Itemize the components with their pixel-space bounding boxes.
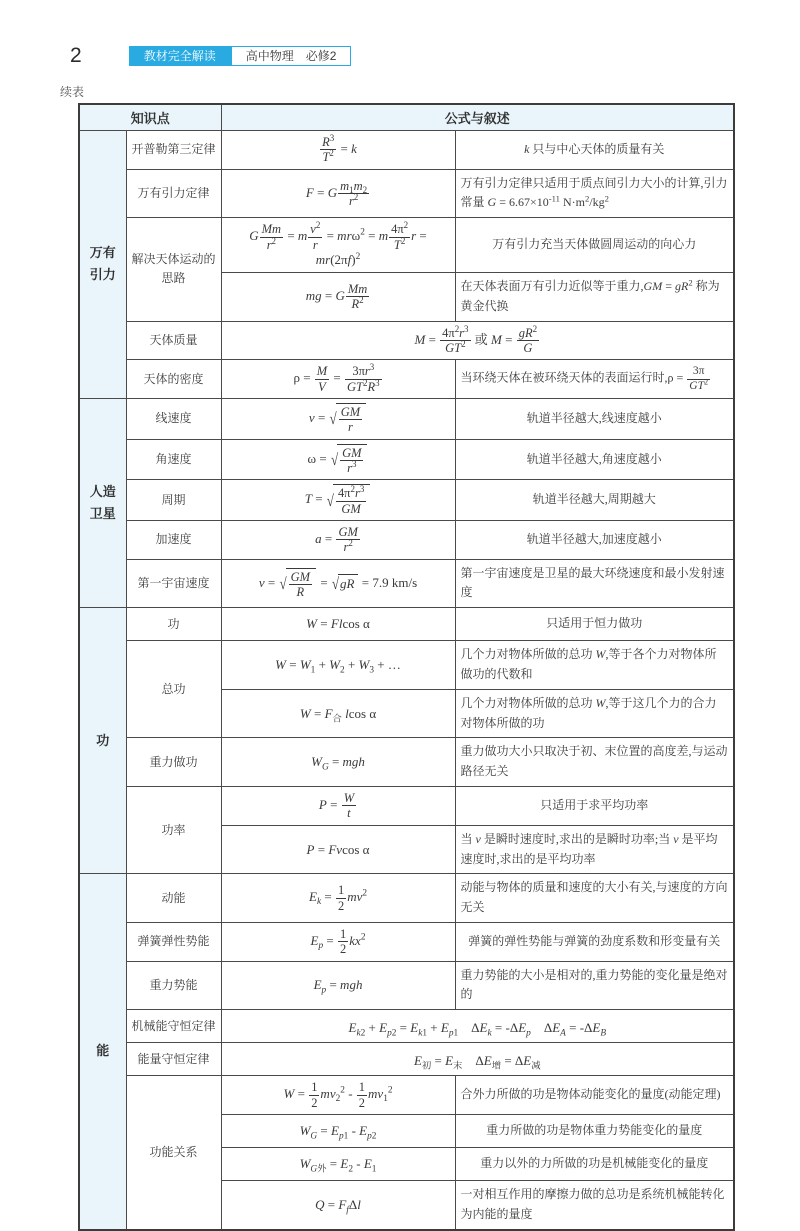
group-label-cell: 功 xyxy=(79,608,126,874)
formula-cell: $W = W_1 + W_2 + W_3$ + … xyxy=(221,641,455,690)
series-badge: 教材完全解读 xyxy=(129,46,231,66)
formula-cell: ω = √ $\frac{GM}{r^3}$ xyxy=(221,439,455,480)
topic-cell: 重力势能 xyxy=(126,961,221,1010)
topic-cell: 天体质量 xyxy=(126,321,221,360)
formula-cell: v = √ $\frac{GM}{r}$ xyxy=(221,398,455,439)
description-cell: 当环绕天体在被环绕天体的表面运行时,ρ = $\frac{3\pi}{GT^2}$ xyxy=(455,360,734,399)
table-row xyxy=(79,439,734,480)
description-cell: 动能与物体的质量和速度的大小有关,与速度的方向无关 xyxy=(455,874,734,923)
formula-cell: $Q = F_f\Delta l$ xyxy=(221,1180,455,1229)
table-row xyxy=(79,559,734,608)
description-cell: 重力势能的大小是相对的,重力势能的变化量是绝对的 xyxy=(455,961,734,1010)
description-cell: 轨道半径越大,角速度越小 xyxy=(455,439,734,480)
table-row xyxy=(79,641,734,690)
table-body xyxy=(79,131,734,1230)
table-row xyxy=(79,874,734,923)
topic-cell: 线速度 xyxy=(126,398,221,439)
topic-cell: 弹簧弹性势能 xyxy=(126,922,221,961)
formula-cell: $W_G$ = mgh xyxy=(221,738,455,787)
formula-cell: W = $\frac{1}{2}$ $mv_2^2$ - $\frac{1}{2}$ $mv_1^2$ xyxy=(221,1076,455,1115)
topic-cell: 动能 xyxy=(126,874,221,923)
table-row xyxy=(79,922,734,961)
description-cell: 几个力对物体所做的总功 W,等于这几个力的合力对物体所做的功 xyxy=(455,689,734,738)
formula-table-wrap xyxy=(78,103,735,1231)
formula-cell: $W = F_合$ lcos α xyxy=(221,689,455,738)
description-cell: 第一宇宙速度是卫星的最大环绕速度和最小发射速度 xyxy=(455,559,734,608)
column-header-formula-description: 公式与叙述 xyxy=(221,104,734,131)
formula-cell: P = $\frac{W}{t}$ xyxy=(221,787,455,826)
table-row xyxy=(79,321,734,360)
description-cell: 重力做功大小只取决于初、末位置的高度差,与运动路径无关 xyxy=(455,738,734,787)
formula-table xyxy=(78,103,735,1231)
topic-cell: 能量守恒定律 xyxy=(126,1043,221,1076)
table-header-row xyxy=(79,104,734,131)
description-cell: 合外力所做的功是物体动能变化的量度(动能定理) xyxy=(455,1076,734,1115)
topic-cell: 万有引力定律 xyxy=(126,169,221,218)
formula-cell: $E_p$ = mgh xyxy=(221,961,455,1010)
table-row xyxy=(79,398,734,439)
description-cell: 当 v 是瞬时速度时,求出的是瞬时功率;当 v 是平均速度时,求出的是平均功率 xyxy=(455,825,734,874)
page-header xyxy=(70,44,351,68)
table-row xyxy=(79,218,734,273)
formula-cell: $\frac{R^3}{T^2}$ = k xyxy=(221,131,455,170)
formula-cell: ρ = $\frac{M}{V}$ = $\frac{3\pi r^3}{GT^2R^3}$ xyxy=(221,360,455,399)
formula-cell: G $\frac{Mm}{r^2}$ = m $\frac{v^2}{r}$ = mrω$^2$ = m $\frac{4\pi^2}{T^2}$ $r = mr(2\pi f)^2$ xyxy=(221,218,455,273)
topic-cell: 天体的密度 xyxy=(126,360,221,399)
topic-cell: 功 xyxy=(126,608,221,641)
topic-cell: 机械能守恒定律 xyxy=(126,1010,221,1043)
formula-cell: $E_{k2} + E_{p2} = E_{k1} + E_{p1}$ $\Delta E_k = -\Delta E_p$ $\Delta E_A = -\Delta E_B$ xyxy=(221,1010,734,1043)
formula-cell: $E_初 = E_末$ $\Delta E_增 = \Delta E_减$ xyxy=(221,1043,734,1076)
topic-cell: 第一宇宙速度 xyxy=(126,559,221,608)
description-cell: 一对相互作用的摩擦力做的总功是系统机械能转化为内能的量度 xyxy=(455,1180,734,1229)
group-label-cell: 人造卫星 xyxy=(79,398,126,607)
formula-cell: M = $\frac{4\pi^2r^3}{GT^2}$ 或 M = $\frac{gR^2}{G}$ xyxy=(221,321,734,360)
topic-cell: 加速度 xyxy=(126,521,221,560)
description-cell: 轨道半径越大,周期越大 xyxy=(455,480,734,521)
table-row xyxy=(79,1043,734,1076)
topic-cell: 总功 xyxy=(126,641,221,738)
description-cell: 万有引力定律只适用于质点间引力大小的计算,引力常量 $G = 6.67\times 10^{-11}$ $N\cdot m^2/kg^2$ xyxy=(455,169,734,218)
table-row xyxy=(79,521,734,560)
topic-cell: 角速度 xyxy=(126,439,221,480)
description-cell: 只适用于求平均功率 xyxy=(455,787,734,826)
table-row xyxy=(79,738,734,787)
formula-cell: $E_p$ = $\frac{1}{2}$ $kx^2$ xyxy=(221,922,455,961)
description-cell: 在天体表面万有引力近似等于重力$,GM = gR^2$ 称为黄金代换 xyxy=(455,272,734,321)
topic-cell: 开普勒第三定律 xyxy=(126,131,221,170)
table-row xyxy=(79,608,734,641)
topic-cell: 功率 xyxy=(126,787,221,874)
description-cell: 弹簧的弹性势能与弹簧的劲度系数和形变量有关 xyxy=(455,922,734,961)
topic-cell: 功能关系 xyxy=(126,1076,221,1230)
formula-cell: $W_G = E_{p1} - E_{p2}$ xyxy=(221,1114,455,1147)
formula-cell: T = √ $\frac{4\pi^2r^3}{GM}$ xyxy=(221,480,455,521)
topic-cell: 周期 xyxy=(126,480,221,521)
formula-cell: v = √ $\frac{GM}{R}$ = √ gR = 7.9 km/s xyxy=(221,559,455,608)
continued-table-label: 续表 xyxy=(60,85,85,99)
table-row xyxy=(79,787,734,826)
formula-cell: mg = G $\frac{Mm}{R^2}$ xyxy=(221,272,455,321)
description-cell: 重力所做的功是物体重力势能变化的量度 xyxy=(455,1114,734,1147)
description-cell: 只适用于恒力做功 xyxy=(455,608,734,641)
table-row xyxy=(79,1010,734,1043)
formula-cell: F = G $\frac{m_1m_2}{r^2}$ xyxy=(221,169,455,218)
formula-cell: $E_k$ = $\frac{1}{2}$ $mv^2$ xyxy=(221,874,455,923)
table-row xyxy=(79,480,734,521)
topic-cell: 重力做功 xyxy=(126,738,221,787)
table-row xyxy=(79,360,734,399)
description-cell: 轨道半径越大,加速度越小 xyxy=(455,521,734,560)
description-cell: 万有引力充当天体做圆周运动的向心力 xyxy=(455,218,734,273)
page-number: 2 xyxy=(70,44,83,67)
group-label-cell: 万有引力 xyxy=(79,131,126,399)
formula-cell: W = Flcos α xyxy=(221,608,455,641)
description-cell: 几个力对物体所做的总功 W,等于各个力对物体所做功的代数和 xyxy=(455,641,734,690)
header-badges xyxy=(129,46,352,66)
formula-cell: a = $\frac{GM}{r^2}$ xyxy=(221,521,455,560)
book-badge: 高中物理 必修2 xyxy=(231,46,352,66)
description-cell: 轨道半径越大,线速度越小 xyxy=(455,398,734,439)
table-row xyxy=(79,961,734,1010)
group-label-cell: 能 xyxy=(79,874,126,1230)
table-row xyxy=(79,1076,734,1115)
table-row xyxy=(79,169,734,218)
table-row xyxy=(79,131,734,170)
description-cell: 重力以外的力所做的功是机械能变化的量度 xyxy=(455,1147,734,1180)
topic-cell: 解决天体运动的思路 xyxy=(126,218,221,321)
description-cell: k 只与中心天体的质量有关 xyxy=(455,131,734,170)
formula-cell: P = Fvcos α xyxy=(221,825,455,874)
formula-cell: $W_{G外} = E_2 - E_1$ xyxy=(221,1147,455,1180)
column-header-knowledge-point: 知识点 xyxy=(79,104,221,131)
